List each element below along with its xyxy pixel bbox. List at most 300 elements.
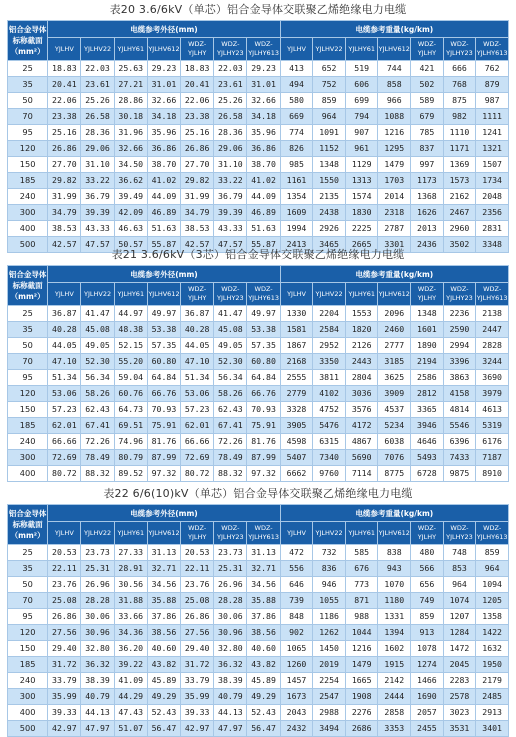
- weight-cell: 907: [345, 125, 378, 141]
- weight-cell: 3301: [378, 237, 411, 253]
- diameter-cell: 72.69: [48, 450, 81, 466]
- weight-cell: 3036: [345, 386, 378, 402]
- diameter-cell: 34.36: [114, 625, 147, 641]
- diameter-cell: 27.70: [181, 157, 214, 173]
- diameter-cell: 62.01: [48, 418, 81, 434]
- diameter-cell: 66.76: [147, 386, 180, 402]
- diameter-cell: 67.41: [214, 418, 247, 434]
- weight-cell: 964: [313, 109, 346, 125]
- table-row: [8, 577, 509, 593]
- weight-cell: 859: [411, 609, 444, 625]
- weight-cell: 1574: [345, 189, 378, 205]
- diameter-cell: 28.36: [81, 125, 114, 141]
- diameter-cell: 22.06: [48, 93, 81, 109]
- diameter-cell: 49.05: [81, 338, 114, 354]
- diameter-cell: 20.41: [181, 77, 214, 93]
- diameter-cell: 33.22: [214, 173, 247, 189]
- type-header: YJLHY61: [114, 283, 147, 306]
- diameter-cell: 34.56: [147, 577, 180, 593]
- weight-cell: 2413: [280, 237, 313, 253]
- weight-cell: 4102: [313, 386, 346, 402]
- diameter-cell: 44.29: [114, 689, 147, 705]
- diameter-cell: 47.97: [81, 721, 114, 737]
- weight-cell: 3494: [313, 721, 346, 737]
- diameter-cell: 47.43: [114, 705, 147, 721]
- weight-cell: 4867: [345, 434, 378, 450]
- weight-cell: 762: [476, 61, 509, 77]
- diameter-cell: 29.82: [48, 173, 81, 189]
- diameter-cell: 28.28: [81, 593, 114, 609]
- weight-cell: 5407: [280, 450, 313, 466]
- diameter-cell: 28.91: [114, 561, 147, 577]
- section-cell: 50: [8, 93, 48, 109]
- type-header: WDZ-YJLHY23: [443, 38, 476, 61]
- type-header: YJLHV: [48, 38, 81, 61]
- diameter-cell: 32.66: [114, 141, 147, 157]
- type-header: YJLHV612: [147, 522, 180, 545]
- weight-cell: 1207: [443, 609, 476, 625]
- section-cell: 50: [8, 577, 48, 593]
- weight-cell: 2858: [378, 705, 411, 721]
- weight-cell: 2443: [345, 354, 378, 370]
- diameter-cell: 38.56: [247, 625, 280, 641]
- diameter-cell: 25.08: [181, 593, 214, 609]
- weight-cell: 838: [378, 545, 411, 561]
- weight-cell: 2447: [476, 322, 509, 338]
- weight-cell: 3811: [313, 370, 346, 386]
- diameter-cell: 47.10: [181, 354, 214, 370]
- diameter-cell: 25.31: [214, 561, 247, 577]
- weight-cell: 1348: [313, 157, 346, 173]
- diameter-cell: 52.43: [147, 705, 180, 721]
- type-header: YJLHV22: [81, 38, 114, 61]
- diameter-cell: 40.28: [181, 322, 214, 338]
- table-row: [8, 386, 509, 402]
- weight-cell: 699: [345, 93, 378, 109]
- diameter-cell: 27.56: [181, 625, 214, 641]
- weight-cell: 1091: [313, 125, 346, 141]
- diameter-cell: 30.96: [81, 625, 114, 641]
- diameter-cell: 55.87: [147, 237, 180, 253]
- weight-cell: 494: [280, 77, 313, 93]
- weight-cell: 1070: [378, 577, 411, 593]
- table-row: [8, 705, 509, 721]
- type-header: YJLHY61: [114, 38, 147, 61]
- diameter-cell: 31.96: [114, 125, 147, 141]
- diameter-cell: 51.63: [147, 221, 180, 237]
- diameter-cell: 57.35: [147, 338, 180, 354]
- section-cell: 150: [8, 157, 48, 173]
- table-row: [8, 109, 509, 125]
- table-row: [8, 306, 509, 322]
- weight-cell: 3502: [443, 237, 476, 253]
- diameter-cell: 75.91: [247, 418, 280, 434]
- weight-cell: 1994: [280, 221, 313, 237]
- diameter-cell: 66.76: [247, 386, 280, 402]
- weight-cell: 1632: [476, 641, 509, 657]
- diameter-cell: 30.06: [214, 609, 247, 625]
- weight-cell: 3353: [378, 721, 411, 737]
- weight-cell: 774: [280, 125, 313, 141]
- diameter-cell: 26.58: [81, 109, 114, 125]
- diameter-cell: 23.73: [81, 545, 114, 561]
- weight-cell: 902: [280, 625, 313, 641]
- diameter-cell: 38.56: [147, 625, 180, 641]
- weight-cell: 2436: [411, 237, 444, 253]
- weight-cell: 1358: [476, 609, 509, 625]
- diameter-cell: 25.63: [114, 61, 147, 77]
- weight-cell: 652: [313, 61, 346, 77]
- weight-cell: 785: [411, 125, 444, 141]
- diameter-cell: 41.47: [214, 306, 247, 322]
- diameter-cell: 36.32: [81, 657, 114, 673]
- diameter-cell: 66.66: [48, 434, 81, 450]
- weight-cell: 585: [345, 545, 378, 561]
- weight-cell: 1055: [313, 593, 346, 609]
- diameter-cell: 42.97: [181, 721, 214, 737]
- weight-cell: 3023: [443, 705, 476, 721]
- weight-cell: 2043: [280, 705, 313, 721]
- type-header: YJLHV: [48, 522, 81, 545]
- diameter-cell: 32.80: [81, 641, 114, 657]
- weight-cell: 987: [476, 93, 509, 109]
- weight-cell: 3576: [345, 402, 378, 418]
- weight-cell: 1466: [411, 673, 444, 689]
- weight-cell: 666: [443, 61, 476, 77]
- diameter-cell: 57.23: [48, 402, 81, 418]
- diameter-cell: 25.16: [48, 125, 81, 141]
- diameter-cell: 72.69: [181, 450, 214, 466]
- diameter-cell: 23.38: [48, 109, 81, 125]
- type-header: YJLHV: [280, 522, 313, 545]
- weight-cell: 748: [443, 545, 476, 561]
- diameter-cell: 39.49: [114, 189, 147, 205]
- weight-cell: 739: [280, 593, 313, 609]
- weight-cell: 3909: [378, 386, 411, 402]
- weight-cell: 794: [345, 109, 378, 125]
- section-cell: 120: [8, 625, 48, 641]
- weight-group-header: 电缆参考重量(kg/km): [280, 266, 508, 283]
- weight-cell: 1581: [280, 322, 313, 338]
- weight-cell: 997: [411, 157, 444, 173]
- type-header: YJLHV22: [313, 283, 346, 306]
- diameter-cell: 46.89: [247, 205, 280, 221]
- weight-cell: 1110: [443, 125, 476, 141]
- weight-cell: 3328: [280, 402, 313, 418]
- weight-cell: 5690: [345, 450, 378, 466]
- diameter-cell: 32.71: [147, 561, 180, 577]
- weight-cell: 421: [411, 61, 444, 77]
- diameter-cell: 26.96: [214, 577, 247, 593]
- diameter-cell: 25.08: [48, 593, 81, 609]
- diameter-cell: 41.47: [81, 306, 114, 322]
- section-cell: 50: [8, 338, 48, 354]
- section-cell: 70: [8, 354, 48, 370]
- table-section-20: [7, 0, 509, 253]
- diameter-cell: 22.11: [181, 561, 214, 577]
- weight-cell: 566: [411, 561, 444, 577]
- weight-cell: 848: [280, 609, 313, 625]
- type-header: YJLHV22: [313, 38, 346, 61]
- weight-cell: 8775: [378, 466, 411, 482]
- section-cell: 240: [8, 189, 48, 205]
- diameter-cell: 25.26: [81, 93, 114, 109]
- diameter-cell: 38.53: [181, 221, 214, 237]
- diameter-cell: 30.18: [114, 109, 147, 125]
- diameter-cell: 53.06: [48, 386, 81, 402]
- diameter-cell: 49.97: [147, 306, 180, 322]
- weight-cell: 3465: [313, 237, 346, 253]
- diameter-cell: 43.82: [147, 657, 180, 673]
- weight-cell: 3946: [411, 418, 444, 434]
- diameter-cell: 29.06: [81, 141, 114, 157]
- weight-cell: 3625: [378, 370, 411, 386]
- weight-cell: 2432: [280, 721, 313, 737]
- diameter-cell: 40.79: [81, 689, 114, 705]
- diameter-cell: 56.34: [214, 370, 247, 386]
- diameter-cell: 43.33: [81, 221, 114, 237]
- diameter-cell: 44.13: [81, 705, 114, 721]
- diameter-cell: 97.32: [247, 466, 280, 482]
- table-title: 表20 3.6/6kV（单芯）铝合金导体交联聚乙烯绝缘电力电缆: [109, 3, 407, 16]
- diameter-cell: 25.16: [181, 125, 214, 141]
- diameter-cell: 37.86: [247, 609, 280, 625]
- weight-cell: 1830: [345, 205, 378, 221]
- weight-cell: 2438: [313, 205, 346, 221]
- weight-cell: 982: [443, 109, 476, 125]
- table-title: 表22 6/6(10)kV（单芯）铝合金导体交联聚乙烯绝缘电力电缆: [103, 487, 413, 500]
- diameter-cell: 89.52: [114, 466, 147, 482]
- diameter-cell: 36.87: [181, 306, 214, 322]
- diameter-cell: 49.29: [147, 689, 180, 705]
- diameter-cell: 22.06: [181, 93, 214, 109]
- weight-cell: 961: [345, 141, 378, 157]
- diameter-cell: 39.39: [81, 205, 114, 221]
- diameter-cell: 51.63: [247, 221, 280, 237]
- diameter-cell: 57.23: [181, 402, 214, 418]
- weight-cell: 1665: [345, 673, 378, 689]
- section-cell: 400: [8, 705, 48, 721]
- weight-cell: 2455: [411, 721, 444, 737]
- diameter-cell: 23.73: [214, 545, 247, 561]
- weight-cell: 7076: [378, 450, 411, 466]
- diameter-cell: 40.60: [147, 641, 180, 657]
- diameter-cell: 44.09: [147, 189, 180, 205]
- weight-cell: 1260: [280, 657, 313, 673]
- weight-cell: 859: [476, 545, 509, 561]
- weight-cell: 1479: [345, 657, 378, 673]
- weight-cell: 2138: [476, 306, 509, 322]
- diameter-cell: 31.99: [181, 189, 214, 205]
- type-header: WDZ-YJLHY613: [247, 38, 280, 61]
- weight-cell: 6728: [411, 466, 444, 482]
- diameter-cell: 39.33: [48, 705, 81, 721]
- weight-cell: 1088: [378, 109, 411, 125]
- weight-cell: 1321: [476, 141, 509, 157]
- weight-cell: 4613: [476, 402, 509, 418]
- weight-cell: 2179: [476, 673, 509, 689]
- diameter-cell: 53.38: [147, 322, 180, 338]
- weight-cell: 1368: [411, 189, 444, 205]
- diameter-cell: 23.76: [181, 577, 214, 593]
- diameter-group-header: 电缆参考外径(mm): [48, 21, 280, 38]
- weight-cell: 2485: [476, 689, 509, 705]
- table-row: [8, 689, 509, 705]
- weight-cell: 3348: [476, 237, 509, 253]
- diameter-cell: 80.79: [114, 450, 147, 466]
- weight-cell: 1915: [378, 657, 411, 673]
- diameter-cell: 46.89: [147, 205, 180, 221]
- weight-cell: 7340: [313, 450, 346, 466]
- weight-cell: 5546: [443, 418, 476, 434]
- weight-cell: 1313: [345, 173, 378, 189]
- diameter-cell: 52.43: [247, 705, 280, 721]
- diameter-cell: 28.86: [114, 93, 147, 109]
- type-header: YJLHV22: [81, 283, 114, 306]
- diameter-cell: 44.05: [48, 338, 81, 354]
- diameter-cell: 38.39: [81, 673, 114, 689]
- diameter-cell: 58.26: [81, 386, 114, 402]
- weight-cell: 679: [411, 109, 444, 125]
- weight-cell: 2547: [313, 689, 346, 705]
- section-header: 铝合金导体标称截面（mm²）: [8, 21, 48, 61]
- diameter-cell: 38.70: [147, 157, 180, 173]
- weight-cell: 2162: [443, 189, 476, 205]
- section-cell: 240: [8, 434, 48, 450]
- weight-cell: 4598: [280, 434, 313, 450]
- section-cell: 500: [8, 721, 48, 737]
- section-cell: 35: [8, 322, 48, 338]
- weight-cell: 875: [443, 93, 476, 109]
- weight-cell: 1354: [280, 189, 313, 205]
- diameter-cell: 27.21: [114, 77, 147, 93]
- weight-cell: 3863: [443, 370, 476, 386]
- weight-cell: 1044: [345, 625, 378, 641]
- section-cell: 400: [8, 466, 48, 482]
- diameter-cell: 44.13: [214, 705, 247, 721]
- weight-cell: 1673: [280, 689, 313, 705]
- table-row: [8, 125, 509, 141]
- type-header: WDZ-YJLHY613: [247, 522, 280, 545]
- weight-cell: 6315: [313, 434, 346, 450]
- section-cell: 300: [8, 205, 48, 221]
- section-cell: 120: [8, 141, 48, 157]
- diameter-cell: 41.02: [147, 173, 180, 189]
- diameter-cell: 51.34: [48, 370, 81, 386]
- diameter-cell: 53.06: [181, 386, 214, 402]
- diameter-cell: 36.32: [214, 657, 247, 673]
- diameter-cell: 38.53: [48, 221, 81, 237]
- table-row: [8, 370, 509, 386]
- diameter-cell: 31.01: [147, 77, 180, 93]
- section-cell: 150: [8, 402, 48, 418]
- weight-cell: 1369: [443, 157, 476, 173]
- weight-cell: 4537: [378, 402, 411, 418]
- weight-cell: 2831: [476, 221, 509, 237]
- diameter-cell: 37.86: [147, 609, 180, 625]
- table-section-21: [7, 245, 509, 482]
- type-header: WDZ-YJLHY: [181, 283, 214, 306]
- weight-cell: 472: [280, 545, 313, 561]
- weight-cell: 2467: [443, 205, 476, 221]
- diameter-cell: 34.79: [181, 205, 214, 221]
- section-cell: 25: [8, 545, 48, 561]
- weight-cell: 2194: [411, 354, 444, 370]
- type-header: YJLHY61: [345, 522, 378, 545]
- type-header: WDZ-YJLHY613: [476, 38, 509, 61]
- weight-cell: 7433: [443, 450, 476, 466]
- weight-cell: 413: [280, 61, 313, 77]
- weight-cell: 2019: [313, 657, 346, 673]
- section-header: 铝合金导体标称截面（mm²）: [8, 505, 48, 545]
- section-cell: 185: [8, 657, 48, 673]
- weight-cell: 1609: [280, 205, 313, 221]
- weight-cell: 2254: [313, 673, 346, 689]
- type-header: WDZ-YJLHY613: [247, 283, 280, 306]
- weight-cell: 1626: [411, 205, 444, 221]
- diameter-cell: 48.38: [114, 322, 147, 338]
- weight-cell: 2779: [280, 386, 313, 402]
- diameter-cell: 20.53: [181, 545, 214, 561]
- diameter-cell: 60.76: [114, 386, 147, 402]
- table-section-22: [7, 484, 509, 737]
- weight-cell: 1890: [411, 338, 444, 354]
- diameter-cell: 41.02: [247, 173, 280, 189]
- weight-cell: 871: [345, 593, 378, 609]
- diameter-cell: 30.96: [214, 625, 247, 641]
- type-header: YJLHV22: [313, 522, 346, 545]
- weight-cell: 7114: [345, 466, 378, 482]
- weight-cell: 2276: [345, 705, 378, 721]
- weight-cell: 1601: [411, 322, 444, 338]
- weight-cell: 1450: [313, 641, 346, 657]
- weight-cell: 1216: [378, 125, 411, 141]
- weight-cell: 1284: [443, 625, 476, 641]
- weight-cell: 1180: [378, 593, 411, 609]
- diameter-cell: 80.72: [48, 466, 81, 482]
- weight-cell: 749: [411, 593, 444, 609]
- weight-cell: 2444: [378, 689, 411, 705]
- diameter-cell: 53.38: [247, 322, 280, 338]
- weight-cell: 2168: [280, 354, 313, 370]
- diameter-cell: 38.70: [247, 157, 280, 173]
- diameter-cell: 58.26: [214, 386, 247, 402]
- diameter-cell: 64.84: [147, 370, 180, 386]
- diameter-cell: 52.30: [214, 354, 247, 370]
- diameter-cell: 33.66: [114, 609, 147, 625]
- diameter-cell: 60.80: [147, 354, 180, 370]
- weight-cell: 519: [345, 61, 378, 77]
- section-cell: 500: [8, 237, 48, 253]
- diameter-cell: 20.41: [48, 77, 81, 93]
- weight-cell: 6662: [280, 466, 313, 482]
- diameter-cell: 60.80: [247, 354, 280, 370]
- diameter-cell: 29.23: [147, 61, 180, 77]
- diameter-cell: 40.60: [247, 641, 280, 657]
- table-row: [8, 673, 509, 689]
- diameter-cell: 32.66: [247, 93, 280, 109]
- type-header: YJLHV22: [81, 522, 114, 545]
- weight-cell: 1331: [378, 609, 411, 625]
- table-title: 表21 3.6/6kV（3芯）铝合金导体交联聚乙烯绝缘电力电缆: [111, 248, 405, 261]
- weight-cell: 4814: [443, 402, 476, 418]
- weight-cell: 2960: [443, 221, 476, 237]
- diameter-cell: 26.58: [214, 109, 247, 125]
- weight-cell: 985: [280, 157, 313, 173]
- weight-cell: 943: [378, 561, 411, 577]
- weight-cell: 946: [313, 577, 346, 593]
- diameter-cell: 36.87: [48, 306, 81, 322]
